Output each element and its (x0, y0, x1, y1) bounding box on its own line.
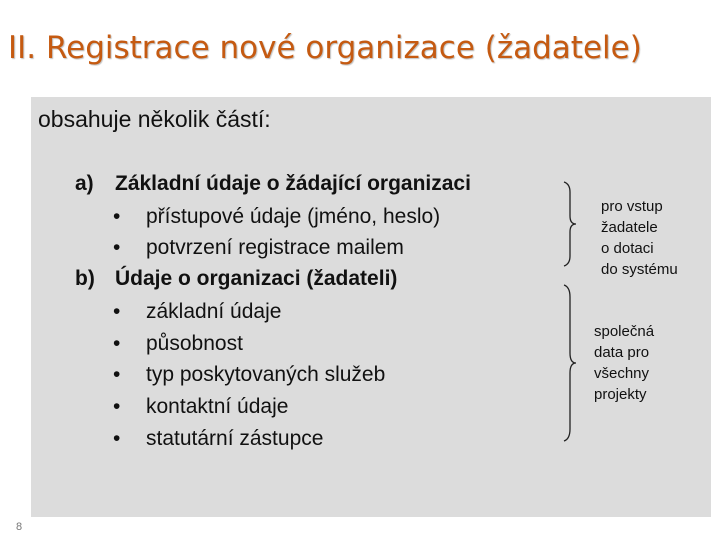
section-b-item: působnost (146, 332, 243, 355)
bullet-icon: • (113, 332, 121, 355)
intro-text: obsahuje několik částí: (38, 106, 271, 132)
note-line: data pro (594, 344, 650, 361)
bullet-icon: • (113, 300, 121, 323)
section-b-item: statutární zástupce (146, 427, 324, 450)
note-line: o dotaci (601, 240, 654, 257)
bullet-icon: • (113, 427, 121, 450)
content-panel (31, 97, 711, 517)
section-a-item: potvrzení registrace mailem (146, 236, 404, 259)
section-b-item: základní údaje (146, 300, 282, 323)
bullet-icon: • (113, 236, 121, 259)
brace-icon (560, 283, 580, 443)
note-shared-data (594, 321, 654, 405)
section-b-letter: b) (75, 267, 95, 290)
bullet-icon: • (113, 205, 121, 228)
note-line: projekty (594, 386, 647, 403)
section-b-item: kontaktní údaje (146, 395, 289, 418)
section-a-letter: a) (75, 172, 94, 195)
section-a-heading: Základní údaje o žádající organizaci (115, 172, 471, 195)
note-line: všechny (594, 365, 650, 382)
note-line: společná (594, 323, 655, 340)
section-a-item: přístupové údaje (jméno, heslo) (146, 205, 441, 228)
note-line: do systému (601, 261, 678, 278)
slide-title: II. Registrace nové organizace (žadatele) (8, 30, 642, 66)
note-input-data (601, 196, 678, 280)
note-line: pro vstup (601, 198, 663, 215)
page-number: 8 (16, 521, 23, 533)
note-line: žadatele (601, 219, 658, 236)
brace-icon (560, 180, 580, 268)
bullet-icon: • (113, 363, 121, 386)
section-b-item: typ poskytovaných služeb (146, 363, 386, 386)
bullet-icon: • (113, 395, 121, 418)
section-b-heading: Údaje o organizaci (žadateli) (115, 267, 398, 290)
